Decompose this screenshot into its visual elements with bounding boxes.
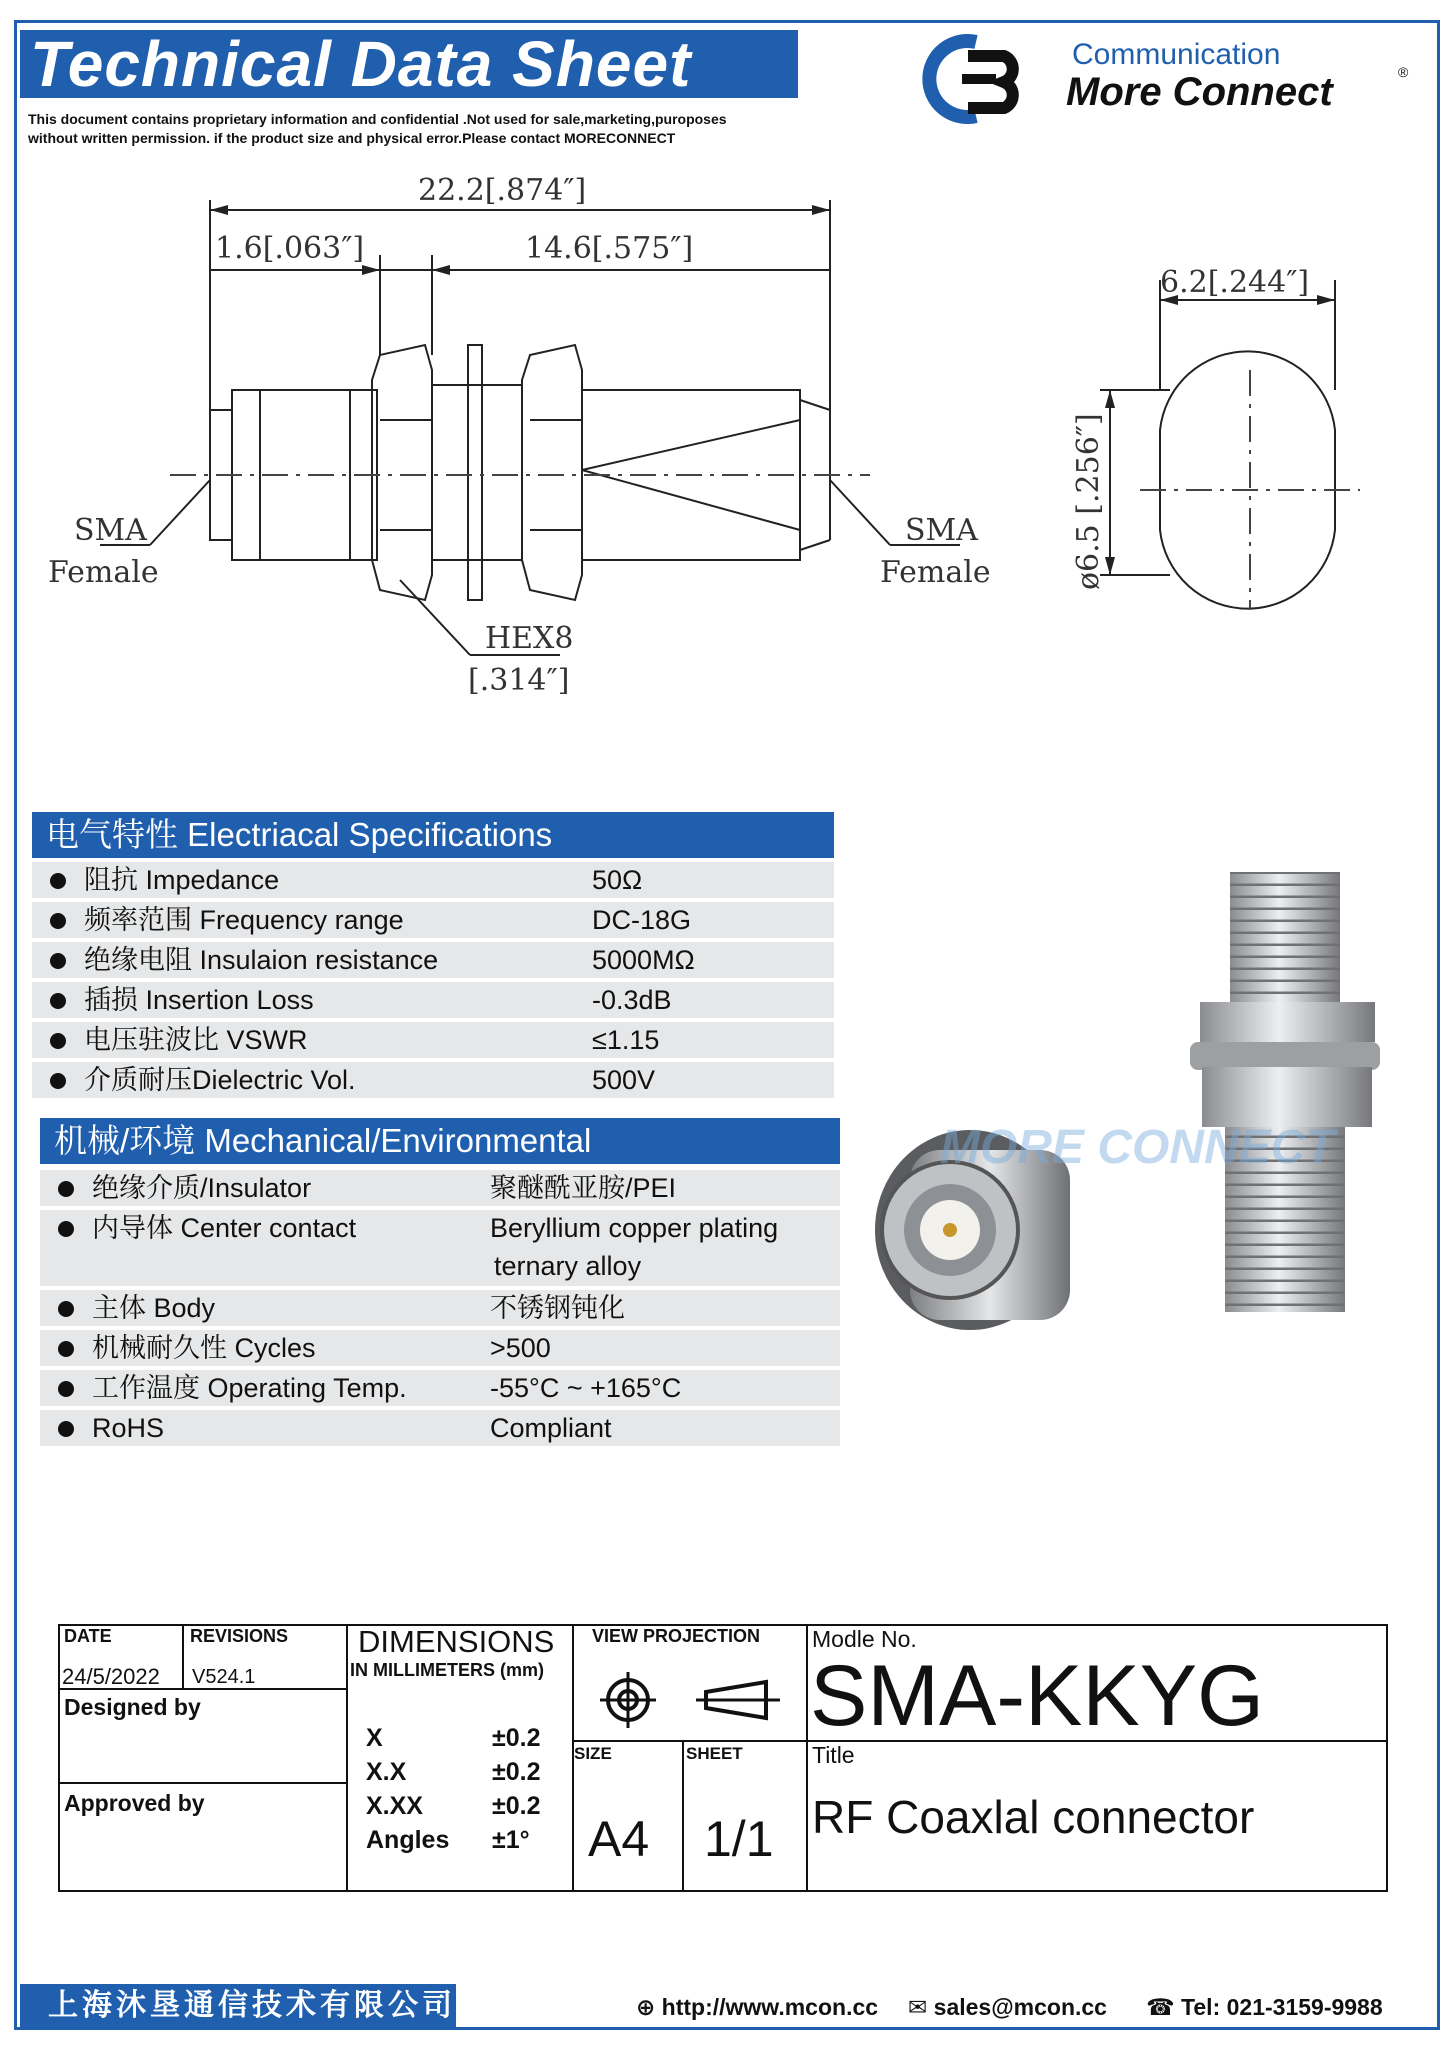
dimensions-label: DIMENSIONS — [358, 1624, 555, 1659]
electrical-value: 5000MΩ — [592, 945, 695, 975]
electrical-label: 介质耐压Dielectric Vol. — [84, 1065, 356, 1095]
dim-thread-length: 14.6[.575″] — [525, 231, 694, 266]
right-end-gender: Female — [880, 555, 991, 590]
electrical-value: 500V — [592, 1065, 656, 1095]
mechanical-value: 不锈钢钝化 — [490, 1293, 625, 1323]
electrical-label: 绝缘电阻 Insulaion resistance — [84, 945, 439, 975]
right-end-type: SMA — [905, 513, 978, 548]
electrical-label: 阻抗 Impedance — [84, 865, 280, 895]
tolerance-name: X — [366, 1724, 383, 1752]
email-text: sales@mcon.cc — [933, 1994, 1107, 2020]
phone-contact — [1146, 1994, 1383, 2021]
mechanical-value-continued: ternary alloy — [494, 1251, 642, 1281]
electrical-value: 50Ω — [592, 865, 643, 895]
electrical-row — [32, 1062, 834, 1098]
bullet-icon — [50, 873, 66, 889]
logo-subtitle: Communication — [1072, 38, 1281, 71]
watermark: MORE CONNECT — [940, 1121, 1335, 1174]
date-value: 24/5/2022 — [62, 1664, 160, 1689]
hex-size-inch: [.314″] — [468, 663, 570, 698]
sheet-label: SHEET — [686, 1744, 743, 1763]
product-photo-side — [1190, 862, 1390, 1322]
bullet-icon — [50, 953, 66, 969]
tolerance-name: X.X — [366, 1758, 407, 1786]
mechanical-label: RoHS — [92, 1413, 165, 1443]
disclaimer — [28, 110, 828, 148]
sheet-value: 1/1 — [704, 1811, 774, 1867]
tolerance-name: X.XX — [366, 1792, 423, 1820]
title-label: Title — [812, 1742, 855, 1768]
bullet-icon — [58, 1221, 74, 1237]
tolerance-value: ±1° — [492, 1826, 530, 1854]
revisions-value: V524.1 — [192, 1666, 256, 1688]
dim-flat-width: 6.2[.244″] — [1160, 265, 1310, 300]
dimensions-unit: IN MILLIMETERS (mm) — [350, 1660, 544, 1680]
globe-icon: ⊕ — [636, 1994, 656, 2020]
dim-total-length: 22.2[.874″] — [418, 173, 587, 208]
model-label: Modle No. — [812, 1626, 917, 1652]
mechanical-label: 内导体 Center contact — [92, 1213, 357, 1243]
hex-size: HEX8 — [485, 621, 574, 656]
envelope-icon: ✉ — [908, 1994, 928, 2020]
mechanical-label: 绝缘介质/Insulator — [92, 1173, 312, 1203]
electrical-value: ≤1.15 — [592, 1025, 660, 1055]
projection-symbol-icon — [596, 1670, 786, 1730]
phone-icon: ☎ — [1146, 1994, 1175, 2020]
mechanical-value: -55°C ~ +165°C — [490, 1373, 682, 1403]
phone-text: Tel: 021-3159-9988 — [1181, 1994, 1383, 2020]
bullet-icon — [58, 1421, 74, 1437]
bullet-icon — [50, 1073, 66, 1089]
mechanical-row — [40, 1410, 840, 1446]
mechanical-value: >500 — [490, 1333, 551, 1363]
electrical-label: 电压驻波比 VSWR — [84, 1025, 308, 1055]
electrical-label: 频率范围 Frequency range — [84, 905, 404, 935]
approved-by-label: Approved by — [64, 1790, 205, 1816]
mechanical-label: 主体 Body — [92, 1293, 216, 1323]
left-end-gender: Female — [48, 555, 159, 590]
electrical-value: DC-18G — [592, 905, 692, 935]
mechanical-label: 工作温度 Operating Temp. — [92, 1373, 407, 1403]
electrical-row — [32, 902, 834, 938]
bullet-icon — [58, 1301, 74, 1317]
electrical-heading: 电气特性 Electriacal Specifications — [32, 812, 834, 858]
logo-name: More Connect — [1066, 70, 1333, 114]
dim-flange-length: 1.6[.063″] — [215, 231, 365, 266]
size-value: A4 — [588, 1811, 650, 1867]
tolerance-value: ±0.2 — [492, 1758, 541, 1786]
email-link[interactable] — [908, 1994, 1107, 2021]
designed-by-label: Designed by — [64, 1694, 201, 1720]
tolerance-value: ±0.2 — [492, 1792, 541, 1820]
electrical-row — [32, 942, 834, 978]
website-text: http://www.mcon.cc — [661, 1994, 879, 2020]
tolerance-name: Angles — [366, 1826, 450, 1854]
mechanical-row — [40, 1170, 840, 1206]
date-label: DATE — [64, 1626, 112, 1646]
mechanical-row — [40, 1330, 840, 1366]
size-label: SIZE — [574, 1744, 612, 1763]
electrical-row — [32, 862, 834, 898]
bullet-icon — [58, 1381, 74, 1397]
mechanical-value: Beryllium copper plating — [490, 1213, 779, 1243]
bullet-icon — [50, 1033, 66, 1049]
dim-diameter: ø6.5 [.256″] — [1071, 413, 1106, 590]
mechanical-value: Compliant — [490, 1413, 612, 1443]
mechanical-row — [40, 1290, 840, 1326]
logo-mark-icon — [918, 34, 1038, 124]
bullet-icon — [58, 1341, 74, 1357]
view-projection-label: VIEW PROJECTION — [592, 1626, 761, 1646]
bullet-icon — [50, 913, 66, 929]
product-title: RF Coaxlal connector — [812, 1791, 1255, 1843]
electrical-value: -0.3dB — [592, 985, 672, 1015]
bullet-icon — [50, 993, 66, 1009]
technical-drawing — [0, 150, 1448, 710]
registered-mark: ® — [1398, 64, 1409, 80]
mechanical-row — [40, 1210, 840, 1286]
mechanical-label: 机械耐久性 Cycles — [92, 1333, 316, 1363]
mechanical-row — [40, 1370, 840, 1406]
left-end-type: SMA — [74, 513, 147, 548]
mechanical-heading: 机械/环境 Mechanical/Environmental — [40, 1118, 840, 1164]
website-link[interactable] — [636, 1994, 878, 2021]
electrical-row — [32, 1022, 834, 1058]
bullet-icon — [58, 1181, 74, 1197]
document-title: Technical Data Sheet — [20, 30, 798, 98]
revisions-label: REVISIONS — [190, 1626, 289, 1646]
model-number: SMA-KKYG — [810, 1648, 1264, 1744]
tolerance-value: ±0.2 — [492, 1724, 541, 1752]
mechanical-value: 聚醚酰亚胺/PEI — [490, 1173, 677, 1203]
disclaimer-line-1: This document contains proprietary information and confidential .Not used for sale,marketing,puroposes — [28, 111, 727, 127]
company-name: 上海沐垦通信技术有限公司 — [20, 1984, 456, 2028]
electrical-label: 插损 Insertion Loss — [84, 985, 314, 1015]
electrical-row — [32, 982, 834, 1018]
disclaimer-line-2: without written permission. if the product size and physical error.Please contact MORECONNECT — [28, 130, 676, 146]
